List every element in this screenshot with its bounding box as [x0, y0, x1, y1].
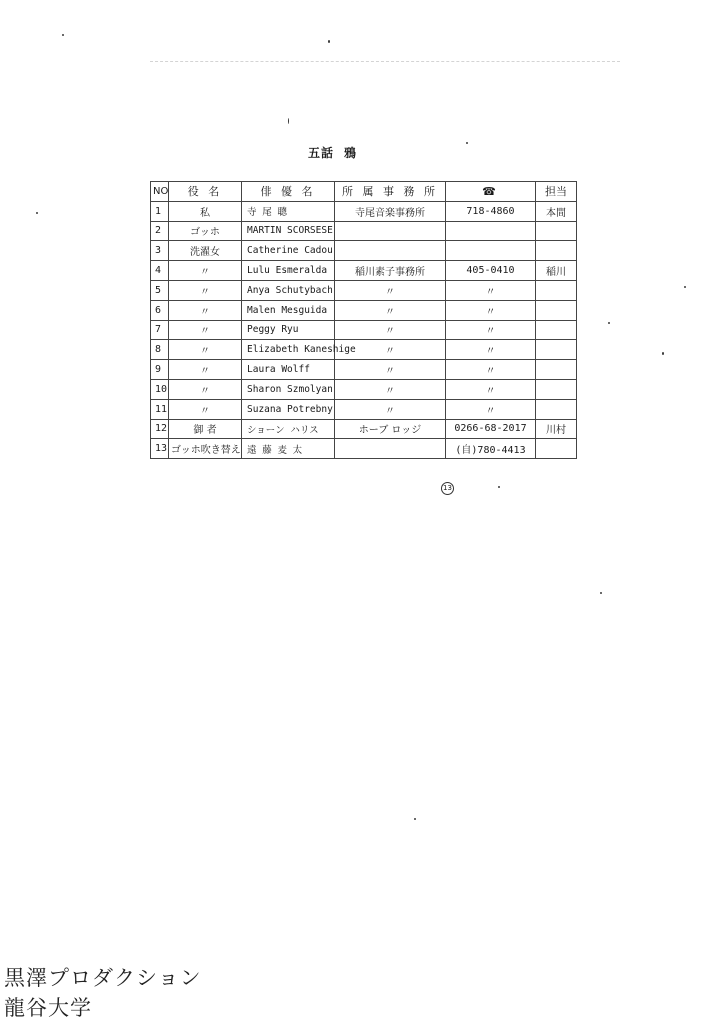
- cell-no: 7: [151, 320, 169, 340]
- cell-role: 〃: [169, 280, 242, 300]
- cell-no: 9: [151, 360, 169, 380]
- cell-agency: 〃: [335, 280, 446, 300]
- cell-actor: 寺 尾 聰: [242, 201, 335, 221]
- table-row: [151, 261, 577, 281]
- table-row: [151, 419, 577, 439]
- cell-no: 13: [151, 439, 169, 459]
- header-agency: 所 属 事 務 所: [335, 182, 446, 202]
- cell-no: 5: [151, 280, 169, 300]
- credit-line-university: 龍谷大学: [4, 996, 92, 1020]
- cell-actor: Lulu Esmeralda: [242, 261, 335, 281]
- cell-role: 〃: [169, 261, 242, 281]
- cast-table-body: [151, 201, 577, 458]
- cell-actor: Catherine Cadou: [242, 241, 335, 261]
- cell-actor: Sharon Szmolyan: [242, 379, 335, 399]
- cell-phone: 〃: [446, 399, 536, 419]
- cell-role: 〃: [169, 399, 242, 419]
- cell-staff: [536, 221, 577, 241]
- cell-no: 8: [151, 340, 169, 360]
- cell-staff: [536, 360, 577, 380]
- header-staff: 担当: [536, 182, 577, 202]
- cell-phone: 〃: [446, 280, 536, 300]
- table-row: [151, 300, 577, 320]
- cell-phone: 405-0410: [446, 261, 536, 281]
- episode-label: 五話: [308, 146, 335, 160]
- cell-agency: [335, 439, 446, 459]
- cell-no: 10: [151, 379, 169, 399]
- page-number: 13: [441, 482, 454, 495]
- table-row: [151, 221, 577, 241]
- cell-agency: 〃: [335, 320, 446, 340]
- header-actor: 俳 優 名: [242, 182, 335, 202]
- cell-role: 〃: [169, 379, 242, 399]
- header-phone-icon: ☎: [446, 182, 536, 202]
- cell-actor: Malen Mesguida: [242, 300, 335, 320]
- cell-phone: 〃: [446, 340, 536, 360]
- scan-speck: [662, 352, 664, 355]
- cast-table: [150, 181, 577, 459]
- scan-speck: [288, 118, 289, 124]
- scan-speck: [684, 286, 686, 288]
- cell-role: ゴッホ吹き替え: [169, 439, 242, 459]
- cell-staff: [536, 399, 577, 419]
- header-role: 役 名: [169, 182, 242, 202]
- cell-agency: [335, 221, 446, 241]
- cell-actor: 遠 藤 麦 太: [242, 439, 335, 459]
- cell-agency: 〃: [335, 300, 446, 320]
- cell-phone: 〃: [446, 320, 536, 340]
- cell-agency: 寺尾音楽事務所: [335, 201, 446, 221]
- cell-agency: 稲川素子事務所: [335, 261, 446, 281]
- cell-no: 2: [151, 221, 169, 241]
- cell-no: 12: [151, 419, 169, 439]
- table-row: [151, 399, 577, 419]
- cell-phone: 〃: [446, 360, 536, 380]
- cell-phone: 〃: [446, 379, 536, 399]
- cell-actor: Suzana Potrebny: [242, 399, 335, 419]
- cell-staff: 川村: [536, 419, 577, 439]
- table-row: [151, 320, 577, 340]
- cell-phone: 0266-68-2017: [446, 419, 536, 439]
- episode-name: 鴉: [344, 146, 358, 160]
- cell-agency: [335, 241, 446, 261]
- scan-speck: [498, 486, 500, 488]
- scan-speck: [608, 322, 610, 324]
- cell-role: 御 者: [169, 419, 242, 439]
- table-row: [151, 280, 577, 300]
- cell-no: 3: [151, 241, 169, 261]
- scan-speck: [600, 592, 602, 594]
- table-row: [151, 379, 577, 399]
- scan-speck: [36, 212, 38, 214]
- cell-agency: 〃: [335, 340, 446, 360]
- header-no: NO: [151, 182, 169, 202]
- cell-phone: [446, 241, 536, 261]
- cell-role: 〃: [169, 360, 242, 380]
- cell-no: 1: [151, 201, 169, 221]
- cell-actor: MARTIN SCORSESE: [242, 221, 335, 241]
- cell-actor: Laura Wolff: [242, 360, 335, 380]
- cell-role: 〃: [169, 300, 242, 320]
- cell-staff: [536, 379, 577, 399]
- scan-speck: [328, 40, 330, 43]
- cell-staff: 本間: [536, 201, 577, 221]
- scan-speck: [62, 34, 64, 36]
- cell-staff: [536, 241, 577, 261]
- cell-no: 4: [151, 261, 169, 281]
- cell-agency: 〃: [335, 360, 446, 380]
- cell-phone: [446, 221, 536, 241]
- table-header-row: [151, 182, 577, 202]
- cell-actor: Anya Schutybach: [242, 280, 335, 300]
- scan-artifact-line: [150, 61, 620, 62]
- cell-phone: 718-4860: [446, 201, 536, 221]
- table-row: [151, 360, 577, 380]
- cell-actor: Elizabeth Kaneshige: [242, 340, 335, 360]
- cell-staff: [536, 300, 577, 320]
- table-row: [151, 340, 577, 360]
- cell-staff: 稲川: [536, 261, 577, 281]
- cell-actor: ショーン ハリス: [242, 419, 335, 439]
- document-title: [308, 144, 357, 161]
- cell-role: 〃: [169, 340, 242, 360]
- cell-no: 11: [151, 399, 169, 419]
- table-row: [151, 201, 577, 221]
- cell-staff: [536, 320, 577, 340]
- cell-role: 私: [169, 201, 242, 221]
- scan-speck: [466, 142, 468, 144]
- scan-speck: [414, 818, 416, 820]
- cell-agency: 〃: [335, 379, 446, 399]
- cell-phone: (自)780-4413: [446, 439, 536, 459]
- cell-staff: [536, 340, 577, 360]
- cell-role: ゴッホ: [169, 221, 242, 241]
- cell-actor: Peggy Ryu: [242, 320, 335, 340]
- table-row: [151, 439, 577, 459]
- cell-role: 洗濯女: [169, 241, 242, 261]
- cell-phone: 〃: [446, 300, 536, 320]
- cell-role: 〃: [169, 320, 242, 340]
- cell-agency: ホーブ ロッジ: [335, 419, 446, 439]
- cell-no: 6: [151, 300, 169, 320]
- table-row: [151, 241, 577, 261]
- cell-staff: [536, 280, 577, 300]
- cell-agency: 〃: [335, 399, 446, 419]
- credit-line-production: 黒澤プロダクション: [4, 966, 202, 990]
- cell-staff: [536, 439, 577, 459]
